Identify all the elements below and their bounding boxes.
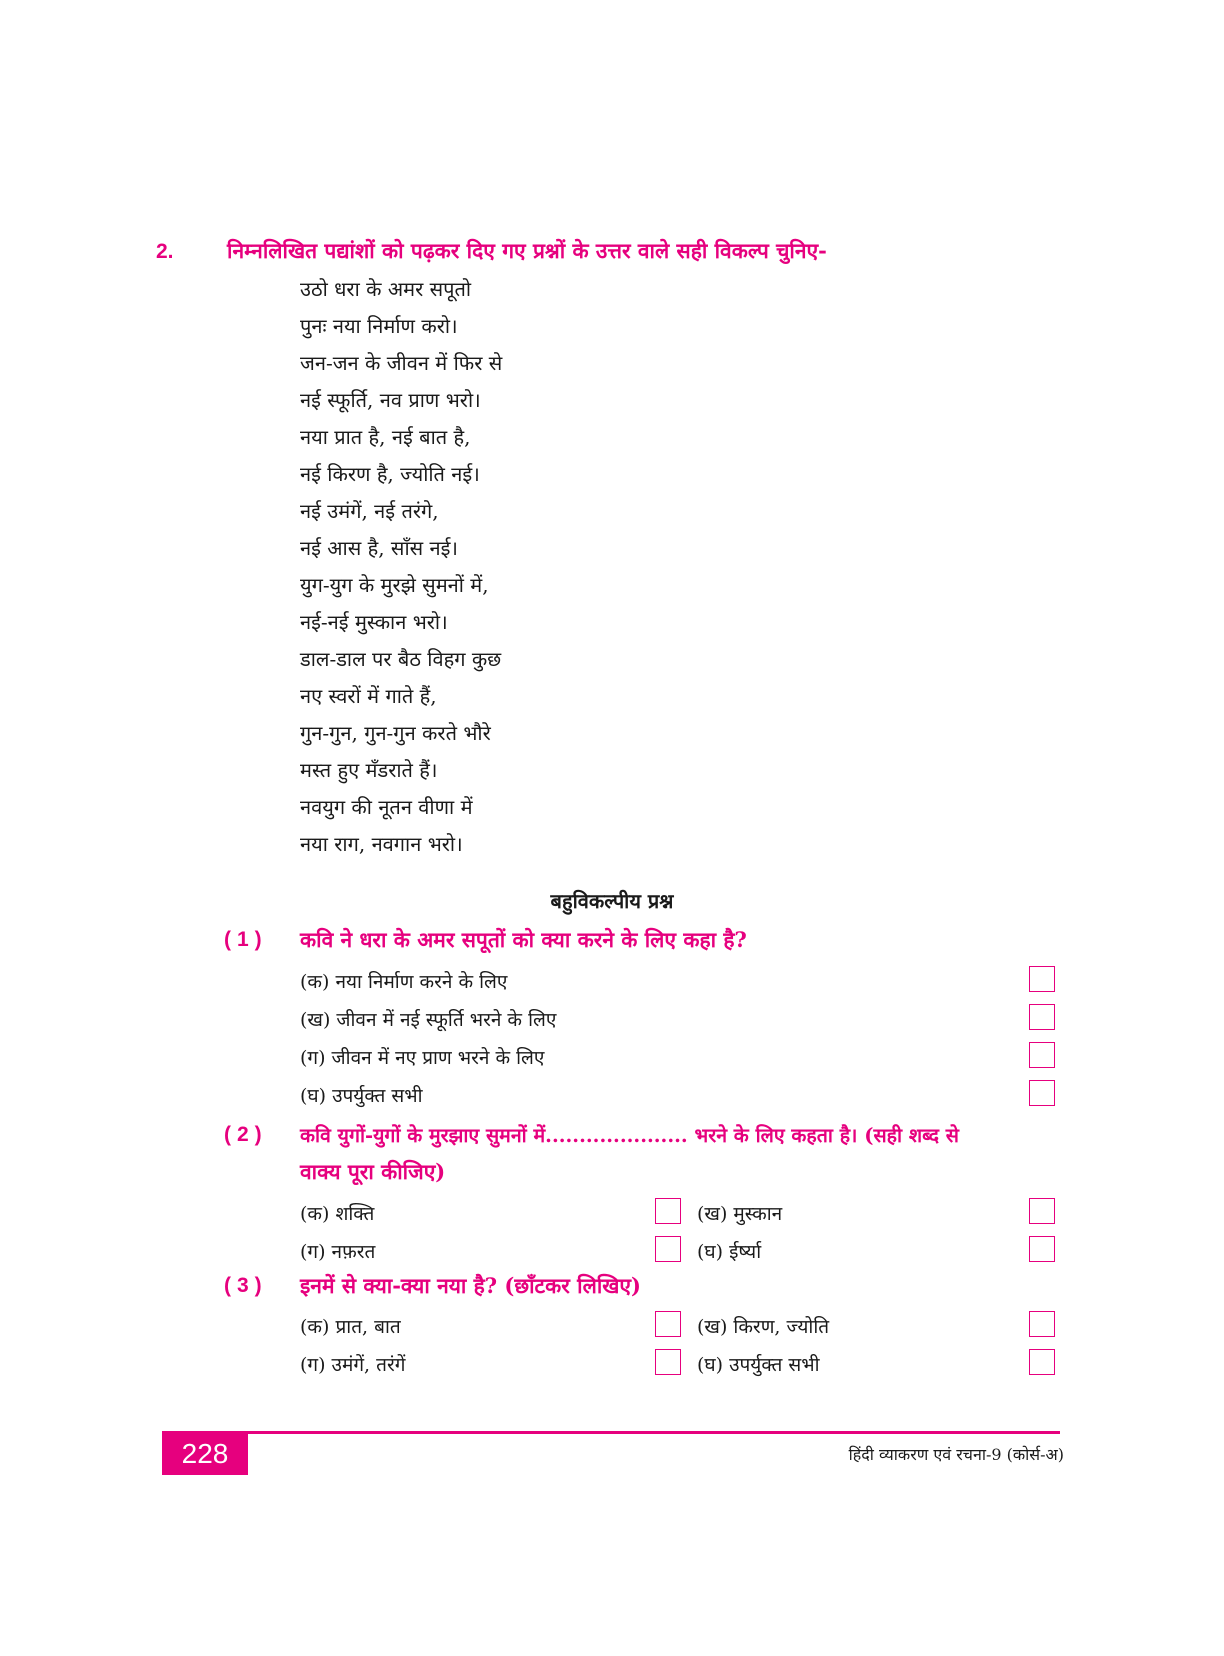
q3-option-ka-checkbox[interactable] xyxy=(655,1311,681,1337)
poem-line: पुनः नया निर्माण करो। xyxy=(300,314,458,338)
question-number: 2. xyxy=(156,240,174,263)
mcq-q3-number: (3) xyxy=(224,1274,268,1297)
q1-option-gha-checkbox[interactable] xyxy=(1029,1080,1055,1106)
q3-option-ga-checkbox[interactable] xyxy=(655,1349,681,1375)
q1-option-ka: (क) नया निर्माण करने के लिए xyxy=(300,971,508,993)
poem-line: नई स्फूर्ति, नव प्राण भरो। xyxy=(300,388,481,412)
poem-line: नई किरण है, ज्योति नई। xyxy=(300,462,480,486)
poem-line: नवयुग की नूतन वीणा में xyxy=(300,795,473,819)
poem-line: मस्त हुए मँडराते हैं। xyxy=(300,758,438,782)
q3-option-ga: (ग) उमंगें, तरंगें xyxy=(300,1354,406,1376)
q1-option-kha-checkbox[interactable] xyxy=(1029,1004,1055,1030)
q3-option-kha: (ख) किरण, ज्योति xyxy=(697,1316,830,1338)
poem-line: नई उमंगें, नई तरंगे, xyxy=(300,499,439,523)
q3-option-ka: (क) प्रात, बात xyxy=(300,1316,401,1338)
q2-option-ka-checkbox[interactable] xyxy=(655,1198,681,1224)
mcq-q1-text: कवि ने धरा के अमर सपूतों को क्या करने के लिए कहा है? xyxy=(300,927,747,952)
q3-option-gha-checkbox[interactable] xyxy=(1029,1349,1055,1375)
book-title: हिंदी व्याकरण एवं रचना-9 (कोर्स-अ) xyxy=(848,1445,1064,1464)
q2-option-gha: (घ) ईर्ष्या xyxy=(697,1241,762,1263)
q2-option-ga: (ग) नफ़रत xyxy=(300,1241,376,1263)
q1-option-ka-checkbox[interactable] xyxy=(1029,966,1055,992)
poem-line: युग-युग के मुरझे सुमनों में, xyxy=(300,573,489,597)
q2-option-kha: (ख) मुस्कान xyxy=(697,1203,783,1225)
poem-line: नया प्रात है, नई बात है, xyxy=(300,425,471,449)
q2-option-ka: (क) शक्ति xyxy=(300,1203,375,1225)
mcq-q1-number: (1) xyxy=(224,928,268,951)
q2-option-ga-checkbox[interactable] xyxy=(655,1236,681,1262)
poem-line: उठो धरा के अमर सपूतो xyxy=(300,277,472,301)
poem-line: जन-जन के जीवन में फिर से xyxy=(300,351,503,375)
mcq-heading: बहुविकल्पीय प्रश्न xyxy=(550,889,674,913)
q3-option-gha: (घ) उपर्युक्त सभी xyxy=(697,1354,820,1376)
mcq-q2-text-line2: वाक्य पूरा कीजिए) xyxy=(300,1159,446,1184)
mcq-q2-number: (2) xyxy=(224,1123,268,1146)
q2-option-kha-checkbox[interactable] xyxy=(1029,1198,1055,1224)
poem-line: नई आस है, साँस नई। xyxy=(300,536,459,560)
q1-option-ga-checkbox[interactable] xyxy=(1029,1042,1055,1068)
q1-option-kha: (ख) जीवन में नई स्फूर्ति भरने के लिए xyxy=(300,1009,557,1031)
q1-option-ga: (ग) जीवन में नए प्राण भरने के लिए xyxy=(300,1047,545,1069)
mcq-q2-text-line1: कवि युगों-युगों के मुरझाए सुमनों में..................... भरने के लिए कहता है। (सही शब्द से xyxy=(300,1124,959,1147)
footer-divider xyxy=(162,1431,1060,1434)
q3-option-kha-checkbox[interactable] xyxy=(1029,1311,1055,1337)
poem-line: नए स्वरों में गाते हैं, xyxy=(300,684,437,708)
poem-line: गुन-गुन, गुन-गुन करते भौरे xyxy=(300,721,491,745)
q1-option-gha: (घ) उपर्युक्त सभी xyxy=(300,1085,423,1107)
q2-option-gha-checkbox[interactable] xyxy=(1029,1236,1055,1262)
mcq-q3-text: इनमें से क्या-क्या नया है? (छाँटकर लिखिए) xyxy=(300,1273,641,1298)
poem-line: नया राग, नवगान भरो। xyxy=(300,832,463,856)
poem-line: डाल-डाल पर बैठ विहग कुछ xyxy=(300,647,502,671)
question-instruction: निम्नलिखित पद्यांशों को पढ़कर दिए गए प्रश्नों के उत्तर वाले सही विकल्प चुनिए- xyxy=(227,238,827,263)
page-number: 228 xyxy=(162,1433,248,1475)
poem-line: नई-नई मुस्कान भरो। xyxy=(300,610,448,634)
